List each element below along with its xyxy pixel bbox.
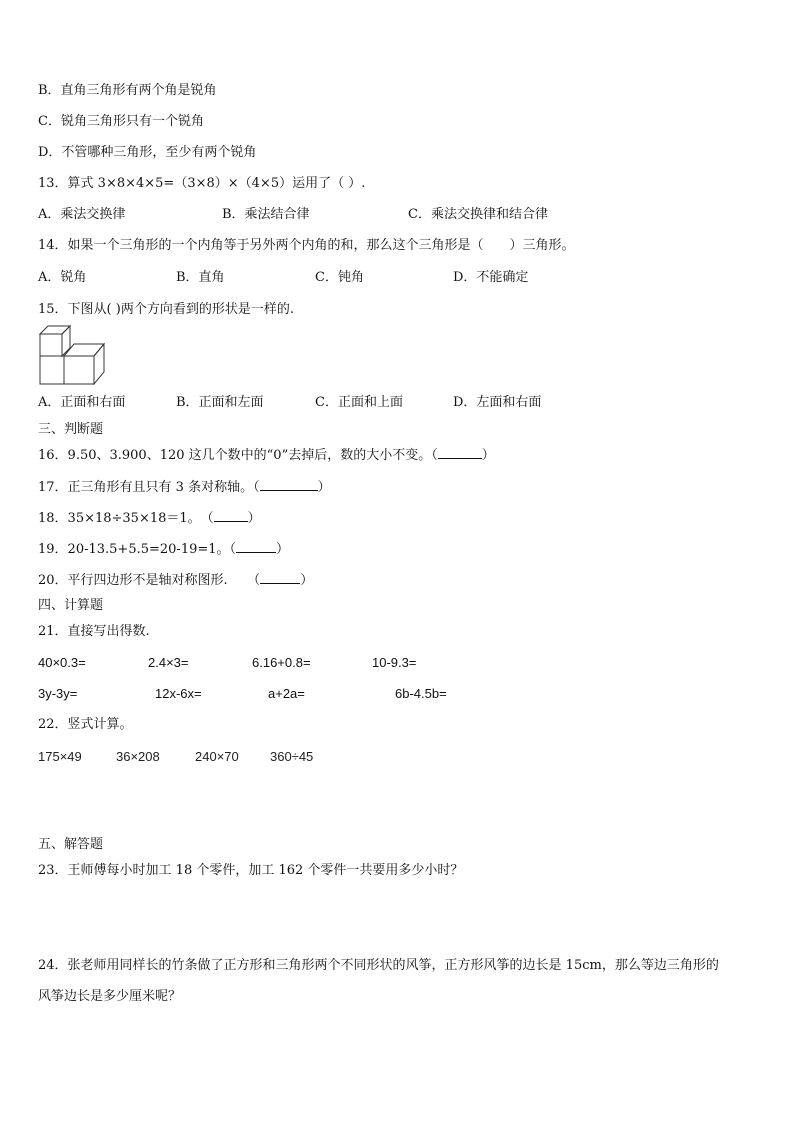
q21-item: 6b-4.5b= [395, 686, 447, 701]
cube-stack-figure [38, 322, 110, 388]
q17: 17．正三角形有且只有 3 条对称轴。（ ） [38, 480, 331, 495]
q22-item: 36×208 [116, 749, 160, 764]
q23: 23．王师傅每小时加工 18 个零件，加工 162 个零件一共要用多少小时？ [38, 863, 464, 878]
q21-item: 6.16+0.8= [252, 655, 311, 670]
q24-line-2: 风筝边长是多少厘米呢？ [38, 989, 182, 1004]
q21-item: a+2a= [268, 686, 305, 701]
q21-item: 3y-3y= [38, 686, 78, 701]
q21-item: 12x-6x= [155, 686, 202, 701]
q13-option-c: C．乘法交换律和结合律 [408, 207, 548, 222]
section-5-heading: 五、解答题 [38, 837, 104, 852]
q12-option-c: C．锐角三角形只有一个锐角 [38, 114, 204, 129]
answer-blank[interactable] [260, 571, 300, 584]
q22-item: 175×49 [38, 749, 82, 764]
q15-option-b: B．正面和左面 [176, 395, 264, 410]
q13-stem: 13．算式 3×8×4×5=（3×8）×（4×5）运用了（ ）. [38, 176, 366, 191]
answer-blank[interactable] [236, 540, 276, 553]
q16: 16．9.50、3.900、120 这几个数中的“0”去掉后，数的大小不变。（ ） [38, 448, 495, 463]
section-4-heading: 四、计算题 [38, 598, 104, 613]
answer-blank[interactable] [214, 509, 248, 522]
section-3-heading: 三、判断题 [38, 422, 104, 437]
q18: 18．35×18÷35×18＝1。 （ ） [38, 511, 261, 526]
q22-item: 360÷45 [270, 749, 314, 764]
q14-option-a: A．锐角 [38, 270, 87, 285]
q22-item: 240×70 [195, 749, 239, 764]
q13-option-a: A．乘法交换律 [38, 207, 126, 222]
q15-option-d: D．左面和右面 [453, 395, 542, 410]
q13-option-b: B．乘法结合律 [222, 207, 310, 222]
q14-option-b: B．直角 [176, 270, 225, 285]
q15-option-a: A．正面和右面 [38, 395, 126, 410]
q21-item: 10-9.3= [372, 655, 417, 670]
q12-option-b: B．直角三角形有两个角是锐角 [38, 83, 217, 98]
q12-option-d: D．不管哪种三角形，至少有两个锐角 [38, 145, 257, 160]
q21-item: 2.4×3= [148, 655, 189, 670]
q19: 19．20-13.5+5.5=20-19=1。（ ） [38, 542, 290, 557]
answer-blank[interactable] [260, 478, 318, 491]
q22-stem: 22．竖式计算。 [38, 717, 133, 732]
q21-item: 40×0.3= [38, 655, 86, 670]
q20: 20．平行四边形不是轴对称图形. （ ） [38, 573, 314, 588]
q14-option-d: D．不能确定 [453, 270, 529, 285]
q14-stem: 14．如果一个三角形的一个内角等于另外两个内角的和，那么这个三角形是（ ）三角形。 [38, 238, 575, 253]
answer-blank[interactable] [438, 446, 482, 459]
q14-option-c: C．钝角 [315, 270, 364, 285]
q15-option-c: C．正面和上面 [315, 395, 403, 410]
q24-line-1: 24．张老师用同样长的竹条做了正方形和三角形两个不同形状的风筝，正方形风筝的边长是 15cm，那么等边三角形的 [38, 958, 719, 973]
q21-stem: 21．直接写出得数. [38, 624, 150, 639]
q15-stem: 15．下图从( )两个方向看到的形状是一样的. [38, 302, 294, 317]
